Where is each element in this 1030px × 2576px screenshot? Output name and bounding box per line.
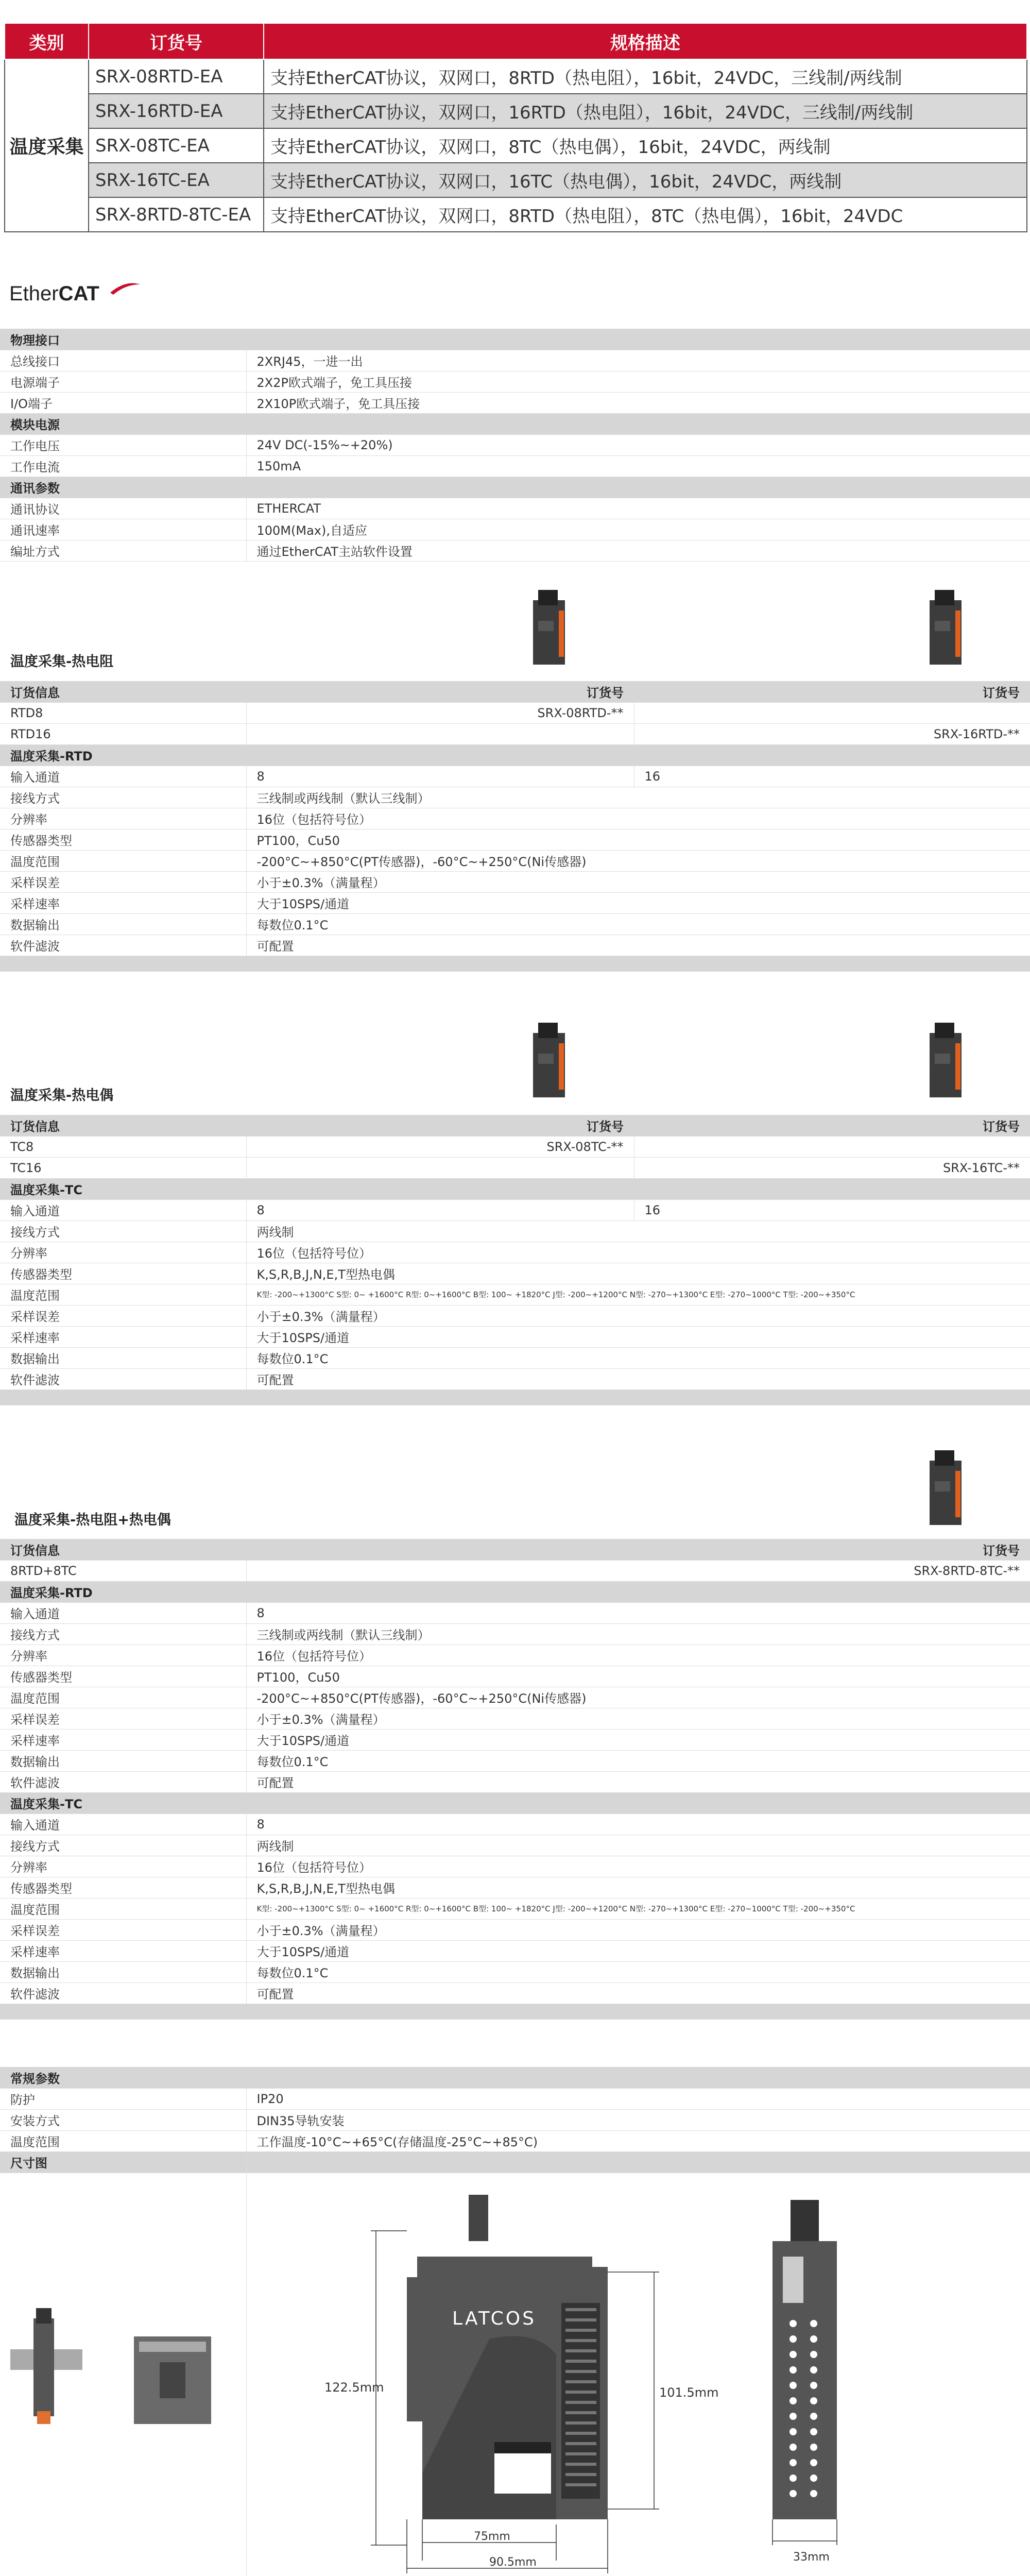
category-cell: 温度采集 <box>5 59 89 232</box>
divider <box>246 2154 247 2576</box>
spec-label: 分辨率 <box>0 1645 246 1666</box>
spec-label: 软件滤波 <box>0 935 246 956</box>
module-photo <box>528 1023 574 1100</box>
spec-label: 传感器类型 <box>0 1666 246 1687</box>
order-no-header: 订货号 <box>246 1115 634 1136</box>
module-photo <box>924 1023 971 1100</box>
spec-value: 16位（包括符号位） <box>246 1856 1030 1877</box>
general-spec-table <box>0 329 1030 562</box>
spec-value: 小于±0.3%（满量程） <box>246 1708 1030 1729</box>
spec-label: 软件滤波 <box>0 1771 246 1792</box>
spec-value: 大于10SPS/通道 <box>246 892 1030 913</box>
mix-spec-table <box>0 1539 1030 2020</box>
spec-label: 数据输出 <box>0 913 246 935</box>
ethercat-logo: EtherCAT <box>9 282 99 306</box>
spec-label: 分辨率 <box>0 808 246 829</box>
section-header: 温度采集-RTD <box>0 744 246 766</box>
order-no-cell: SRX-16TC-EA <box>89 163 264 197</box>
model-label: RTD8 <box>0 702 246 723</box>
spec-label: 温度范围 <box>0 1687 246 1708</box>
din-rail-side-photo <box>5 2308 88 2427</box>
spec-value: ETHERCAT <box>246 498 1030 519</box>
spec-value: IP20 <box>246 2088 1030 2109</box>
spec-label: 分辨率 <box>0 1856 246 1877</box>
order-info-header: 订货信息 <box>0 1539 246 1560</box>
spec-value: 8 <box>246 766 634 787</box>
part-number: SRX-8RTD-8TC-** <box>246 1560 1030 1581</box>
spec-value: 16 <box>634 766 1030 787</box>
spec-label: 采样误差 <box>0 1305 246 1326</box>
spec-value: 每数位0.1°C <box>246 1750 1030 1771</box>
product-table <box>4 23 1027 232</box>
tc-spec-table <box>0 1115 1030 1405</box>
spec-value: 150mA <box>246 455 1030 477</box>
spec-value: K型: -200~+1300°C S型: 0~ +1600°C R型: 0~+1600°C B型: 100~ +1820°C J型: -200~+1200°C N型: -270~+1300°C E型: -270~1000°C T型: -200~+350°C <box>246 1284 1030 1305</box>
spec-value: 24V DC(-15%~+20%) <box>246 434 1030 455</box>
spec-label: 防护 <box>0 2088 246 2109</box>
brand-text: LATCOS <box>452 2308 536 2329</box>
spec-label: 输入通道 <box>0 1199 246 1221</box>
spec-value: 小于±0.3%（满量程） <box>246 1305 1030 1326</box>
spec-label: 传感器类型 <box>0 1877 246 1898</box>
col-desc: 规格描述 <box>264 23 1027 59</box>
order-no-header: 订货号 <box>246 681 634 702</box>
spec-label: 电源端子 <box>0 371 246 392</box>
spec-value: 大于10SPS/通道 <box>246 1940 1030 1961</box>
spec-value: 大于10SPS/通道 <box>246 1729 1030 1750</box>
width-label: 75mm <box>474 2530 510 2543</box>
section-header: 物理接口 <box>0 329 246 350</box>
spec-label: 温度范围 <box>0 2130 246 2151</box>
spec-value: 2XRJ45，一进一出 <box>246 350 1030 371</box>
spec-label: 数据输出 <box>0 1750 246 1771</box>
spec-label: 数据输出 <box>0 1347 246 1368</box>
spec-label: 编址方式 <box>0 540 246 561</box>
section-header: 温度采集-TC <box>0 1178 246 1199</box>
spec-value: 8 <box>246 1199 634 1221</box>
spec-value: 16位（包括符号位） <box>246 1242 1030 1263</box>
spec-label: 工作电流 <box>0 455 246 477</box>
spec-value: 2X2P欧式端子，免工具压接 <box>246 371 1030 392</box>
spec-value: -200°C~+850°C(PT传感器)，-60°C~+250°C(Ni传感器) <box>246 1687 1030 1708</box>
desc-cell: 支持EtherCAT协议，双网口，16RTD（热电阻），16bit，24VDC，三线制/两线制 <box>264 94 1027 128</box>
spec-value: 工作温度-10°C~+65°C(存储温度-25°C~+85°C) <box>246 2130 1030 2151</box>
section-title: 温度采集-热电偶 <box>10 1088 114 1104</box>
spec-label: 采样速率 <box>0 1326 246 1347</box>
spec-label: 数据输出 <box>0 1961 246 1982</box>
order-no-cell: SRX-16RTD-EA <box>89 94 264 128</box>
spec-value: 每数位0.1°C <box>246 1961 1030 1982</box>
side-dimension-drawing <box>762 2200 855 2566</box>
spec-value: 小于±0.3%（满量程） <box>246 871 1030 892</box>
section-header: 温度采集-RTD <box>0 1581 246 1602</box>
spec-label: 温度范围 <box>0 1898 246 1919</box>
spec-value: 两线制 <box>246 1221 1030 1242</box>
spec-value: 三线制或两线制（默认三线制） <box>246 1623 1030 1645</box>
spec-value: 可配置 <box>246 935 1030 956</box>
part-number: SRX-16TC-** <box>634 1157 1030 1178</box>
spec-label: 总线接口 <box>0 350 246 371</box>
section-title: 温度采集-热电阻 <box>10 654 114 670</box>
common-spec-table <box>0 2067 1030 2173</box>
order-no-header: 订货号 <box>634 681 1030 702</box>
spec-value: 16位（包括符号位） <box>246 1645 1030 1666</box>
spec-label: 工作电压 <box>0 434 246 455</box>
spec-value: 三线制或两线制（默认三线制） <box>246 787 1030 808</box>
part-number: SRX-08RTD-** <box>246 702 634 723</box>
part-number: SRX-08TC-** <box>246 1136 634 1157</box>
section-header: 常规参数 <box>0 2067 246 2088</box>
spec-value: 可配置 <box>246 1982 1030 2004</box>
spec-label: 采样速率 <box>0 1729 246 1750</box>
order-no-header: 订货号 <box>634 1115 1030 1136</box>
section-header: 温度采集-TC <box>0 1792 246 1814</box>
section-title: 温度采集-热电阻+热电偶 <box>14 1512 171 1528</box>
spec-label: 采样速率 <box>0 1940 246 1961</box>
desc-cell: 支持EtherCAT协议，双网口，8TC（热电偶），16bit，24VDC，两线制 <box>264 128 1027 163</box>
model-label: RTD16 <box>0 723 246 744</box>
order-info-header: 订货信息 <box>0 681 246 702</box>
spec-value: PT100，Cu50 <box>246 1666 1030 1687</box>
spec-value: 可配置 <box>246 1771 1030 1792</box>
module-photo <box>528 590 574 667</box>
module-back-photo <box>129 2331 216 2429</box>
spec-value: 小于±0.3%（满量程） <box>246 1919 1030 1940</box>
order-no-cell: SRX-8RTD-8TC-EA <box>89 197 264 232</box>
spec-label: 温度范围 <box>0 850 246 871</box>
section-header: 尺寸图 <box>0 2151 246 2173</box>
spec-value: K型: -200~+1300°C S型: 0~ +1600°C R型: 0~+1600°C B型: 100~ +1820°C J型: -200~+1200°C N型: -270~+1300°C E型: -270~1000°C T型: -200~+350°C <box>246 1898 1030 1919</box>
height-label: 122.5mm <box>324 2380 384 2395</box>
desc-cell: 支持EtherCAT协议，双网口，8RTD（热电阻），16bit，24VDC，三线制/两线制 <box>264 59 1027 94</box>
spec-value: K,S,R,B,J,N,E,T型热电偶 <box>246 1263 1030 1284</box>
spec-value: 16 <box>634 1199 1030 1221</box>
spec-value: DIN35导轨安装 <box>246 2109 1030 2130</box>
spec-value: 16位（包括符号位） <box>246 808 1030 829</box>
spec-value: 两线制 <box>246 1835 1030 1856</box>
spec-label: 采样误差 <box>0 1708 246 1729</box>
spec-value: 通过EtherCAT主站软件设置 <box>246 540 1030 561</box>
desc-cell: 支持EtherCAT协议，双网口，16TC（热电偶），16bit，24VDC，两线制 <box>264 163 1027 197</box>
spec-label: 安装方式 <box>0 2109 246 2130</box>
spec-value: 2X10P欧式端子，免工具压接 <box>246 392 1030 413</box>
spec-value: 可配置 <box>246 1368 1030 1389</box>
section-header: 通讯参数 <box>0 477 246 498</box>
spec-label: 接线方式 <box>0 1221 246 1242</box>
col-category: 类别 <box>5 23 89 59</box>
spec-value: 100M(Max),自适应 <box>246 519 1030 540</box>
section-header: 模块电源 <box>0 413 246 434</box>
spec-label: 输入通道 <box>0 1602 246 1623</box>
model-label: 8RTD+8TC <box>0 1560 246 1581</box>
spec-value: K,S,R,B,J,N,E,T型热电偶 <box>246 1877 1030 1898</box>
spec-label: 通讯协议 <box>0 498 246 519</box>
spec-label: 采样速率 <box>0 892 246 913</box>
spec-label: 接线方式 <box>0 1835 246 1856</box>
spec-label: 输入通道 <box>0 1814 246 1835</box>
spec-value: PT100，Cu50 <box>246 829 1030 850</box>
spec-value: -200°C~+850°C(PT传感器)，-60°C~+250°C(Ni传感器) <box>246 850 1030 871</box>
spec-value: 大于10SPS/通道 <box>246 1326 1030 1347</box>
spec-label: I/O端子 <box>0 392 246 413</box>
model-label: TC8 <box>0 1136 246 1157</box>
front-dimension-drawing <box>319 2184 719 2576</box>
spec-label: 输入通道 <box>0 766 246 787</box>
order-no-header: 订货号 <box>246 1539 1030 1560</box>
module-photo <box>924 1450 971 1528</box>
depth-label: 33mm <box>793 2551 830 2564</box>
spec-label: 传感器类型 <box>0 829 246 850</box>
spec-value: 8 <box>246 1602 1030 1623</box>
total-width-label: 90.5mm <box>489 2556 537 2569</box>
module-photo <box>924 590 971 667</box>
spec-label: 温度范围 <box>0 1284 246 1305</box>
order-no-cell: SRX-08TC-EA <box>89 128 264 163</box>
spec-label: 软件滤波 <box>0 1982 246 2004</box>
spec-label: 采样误差 <box>0 871 246 892</box>
spec-label: 接线方式 <box>0 787 246 808</box>
col-order-no: 订货号 <box>89 23 264 59</box>
spec-label: 采样误差 <box>0 1919 246 1940</box>
spec-value: 8 <box>246 1814 1030 1835</box>
desc-cell: 支持EtherCAT协议，双网口，8RTD（热电阻），8TC（热电偶），16bit，24VDC <box>264 197 1027 232</box>
model-label: TC16 <box>0 1157 246 1178</box>
rtd-spec-table <box>0 681 1030 972</box>
part-number: SRX-16RTD-** <box>634 723 1030 744</box>
order-info-header: 订货信息 <box>0 1115 246 1136</box>
spec-value: 每数位0.1°C <box>246 1347 1030 1368</box>
spec-label: 分辨率 <box>0 1242 246 1263</box>
spec-value: 每数位0.1°C <box>246 913 1030 935</box>
spec-label: 通讯速率 <box>0 519 246 540</box>
inner-height-label: 101.5mm <box>659 2385 719 2400</box>
spec-label: 传感器类型 <box>0 1263 246 1284</box>
spec-label: 软件滤波 <box>0 1368 246 1389</box>
ethercat-swoosh-icon <box>110 282 141 298</box>
order-no-cell: SRX-08RTD-EA <box>89 59 264 94</box>
spec-label: 接线方式 <box>0 1623 246 1645</box>
